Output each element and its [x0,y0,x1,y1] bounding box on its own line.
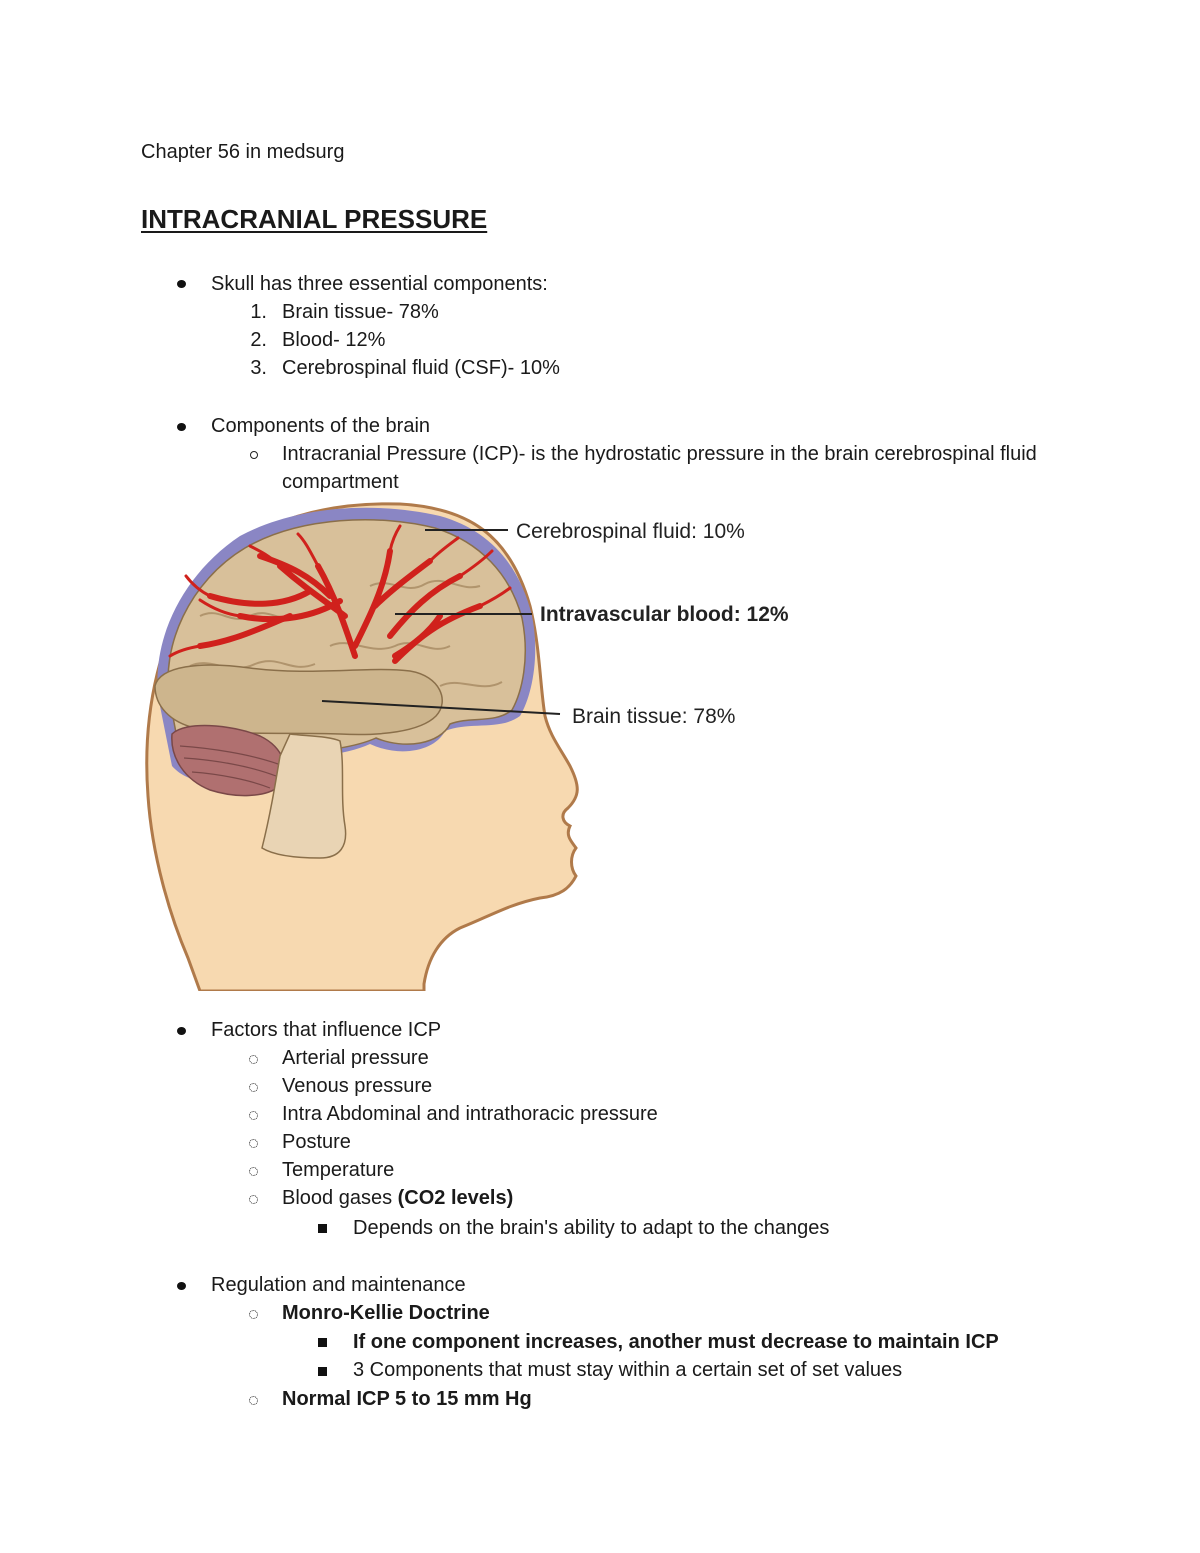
list-number: 3. [250,357,267,379]
bullet-dotted-ring [249,1055,258,1064]
list-item: Intra Abdominal and intrathoracic pressure [282,1103,658,1125]
list-item: Blood- 12% [282,329,386,351]
normal-icp: Normal ICP 5 to 15 mm Hg [282,1388,532,1410]
list-item: Cerebrospinal fluid (CSF)- 10% [282,357,560,379]
list-item: Brain tissue- 78% [282,301,439,323]
bullet-dotted-ring [249,1310,258,1319]
bullet-dot [177,280,186,288]
section3-heading: Factors that influence ICP [211,1019,442,1041]
section2-heading: Components of the brain [211,415,431,437]
page-title: INTRACRANIAL PRESSURE [141,204,488,234]
bullet-ring [250,451,258,459]
list-item: Venous pressure [282,1075,433,1097]
list-item: Arterial pressure [282,1047,429,1069]
bullet-dot [177,423,186,431]
bullet-dotted-ring [249,1139,258,1148]
list-item: Posture [282,1131,351,1153]
bullet-dotted-ring [249,1111,258,1120]
bullet-dot [177,1027,186,1035]
section1-heading: Skull has three essential components: [211,273,548,295]
list-number: 2. [250,329,267,351]
blood-gases-text: Blood gases [282,1187,398,1209]
bullet-square [318,1338,327,1347]
section4-heading: Regulation and maintenance [211,1274,466,1296]
tissue-label: Brain tissue: 78% [572,705,736,728]
list-number: 1. [250,301,267,323]
doctrine-item: 3 Components that must stay within a certain set of set values [353,1359,903,1381]
temporal-lobe [155,665,442,734]
list-subitem: Depends on the brain's ability to adapt to the changes [353,1217,830,1239]
bullet-dot [177,1282,186,1290]
list-item-blood-gases [282,1184,513,1212]
bullet-dotted-ring [249,1083,258,1092]
section2-sub: Intracranial Pressure (ICP)- is the hydrostatic pressure in the brain cerebrospinal fluid compartment [282,443,1037,493]
blood-label: Intravascular blood: 12% [540,603,789,626]
bullet-square [318,1224,327,1233]
blood-gases-bold: (CO2 levels) [397,1187,514,1209]
chapter-line: Chapter 56 in medsurg [141,141,345,163]
bullet-dotted-ring [249,1396,258,1405]
bullet-square [318,1367,327,1376]
bullet-dotted-ring [249,1167,258,1176]
csf-label: Cerebrospinal fluid: 10% [516,520,745,543]
doctrine-heading: Monro-Kellie Doctrine [282,1302,490,1324]
brain-diagram [140,496,840,991]
list-item: Temperature [282,1159,395,1181]
bullet-dotted-ring [249,1195,258,1204]
doctrine-item: If one component increases, another must decrease to maintain ICP [353,1331,999,1353]
